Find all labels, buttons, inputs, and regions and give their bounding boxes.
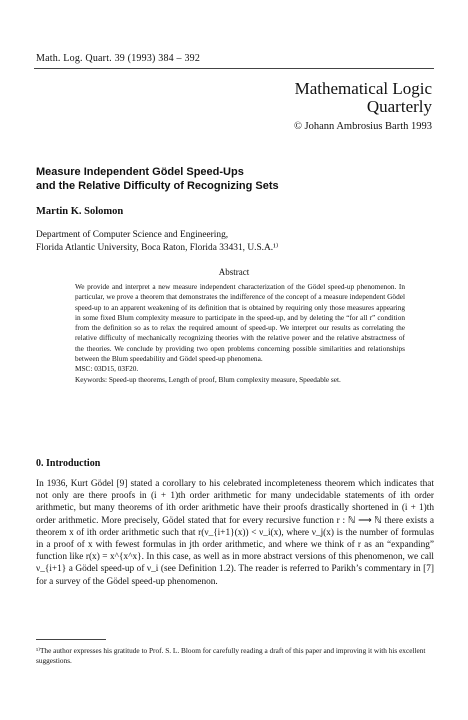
abstract-text: We provide and interpret a new measure independent characterization of the Gödel speed-up phenomenon. In particular, we prove a theorem that demonstrates the indifference of the concept of a measure independent Gödel speed-up to an apparent weakening of its definition that is obtained by requiring only those measures appearing in some fixed Blum complexity measure to participate in the speed-up, and by deleting the “for all r” condition from the definition so as to relax the required amount of speed-up. We interpret our results as correlating the relative difficulty of mechanically recognizing theories with the relative power and the relative abstractness of the theories. We conclude by providing two open problems concerning possible similarities and relationships between the Blum speedability and Gödel speed-up phenomena. bbox=[75, 282, 405, 364]
affiliation-line-2: Florida Atlantic University, Boca Raton, Florida 33431, U.S.A.¹⁾ bbox=[36, 242, 279, 253]
introduction-body bbox=[36, 478, 434, 588]
journal-citation: Math. Log. Quart. 39 (1993) 384 – 392 bbox=[36, 53, 201, 64]
author-affiliation bbox=[36, 229, 436, 254]
title-line-1: Measure Independent Gödel Speed-Ups bbox=[36, 166, 244, 178]
footnote-rule bbox=[36, 639, 106, 640]
keywords: Keywords: Speed-up theorems, Length of proof, Blum complexity measure, Speedable set. bbox=[75, 374, 341, 384]
paper-title bbox=[36, 165, 436, 193]
journal-name-line1: Mathematical Logic bbox=[294, 79, 432, 98]
publisher-copyright: © Johann Ambrosius Barth 1993 bbox=[293, 120, 432, 132]
intro-paragraph: In 1936, Kurt Gödel [9] stated a corollary to his celebrated incompleteness theorem which indicates that not only are there proofs in (i + 1)th order arithmetic for many undecidable statements of ith order arithmetic, but many theorems of ith order arithmetic have their proofs drastically shortened in (i + 1)th order arithmetic. More precisely, Gödel stated that for every recursive function r : ℕ ⟶ ℕ there exists a theorem x of ith order arithmetic such that r(ν_{i+1}(x)) < ν_i(x), where ν_j(x) is the number of formulas in a proof of x with fewest formulas in jth order arithmetic, and where we think of r as an “expanding” function like r(x) = x^{x^x}. In this case, as well as in more abstract versions of this phenomenon, we call ν_{i+1} a Gödel speed-up of ν_i (see Definition 1.2). The reader is referred to Parikh’s commentary in [7] for a survey of the Gödel speed-up phenomenon. bbox=[36, 479, 434, 587]
journal-name-line2: Quarterly bbox=[366, 96, 432, 116]
affiliation-line-1: Department of Computer Science and Engineering, bbox=[36, 230, 229, 240]
abstract-heading: Abstract bbox=[218, 267, 250, 277]
msc-codes: MSC: 03D15, 03F20. bbox=[75, 364, 139, 374]
abstract-block bbox=[75, 282, 405, 385]
author-name: Martin K. Solomon bbox=[36, 206, 124, 217]
header-rule bbox=[34, 68, 434, 69]
title-line-2: and the Relative Difficulty of Recognizing Sets bbox=[36, 180, 279, 192]
journal-masthead bbox=[294, 80, 432, 132]
footnote: ¹⁾The author expresses his gratitude to Prof. S. L. Bloom for carefully reading a draft of this paper and improving it with his excellent suggestions. bbox=[36, 646, 426, 665]
section-heading: 0. Introduction bbox=[36, 458, 101, 469]
